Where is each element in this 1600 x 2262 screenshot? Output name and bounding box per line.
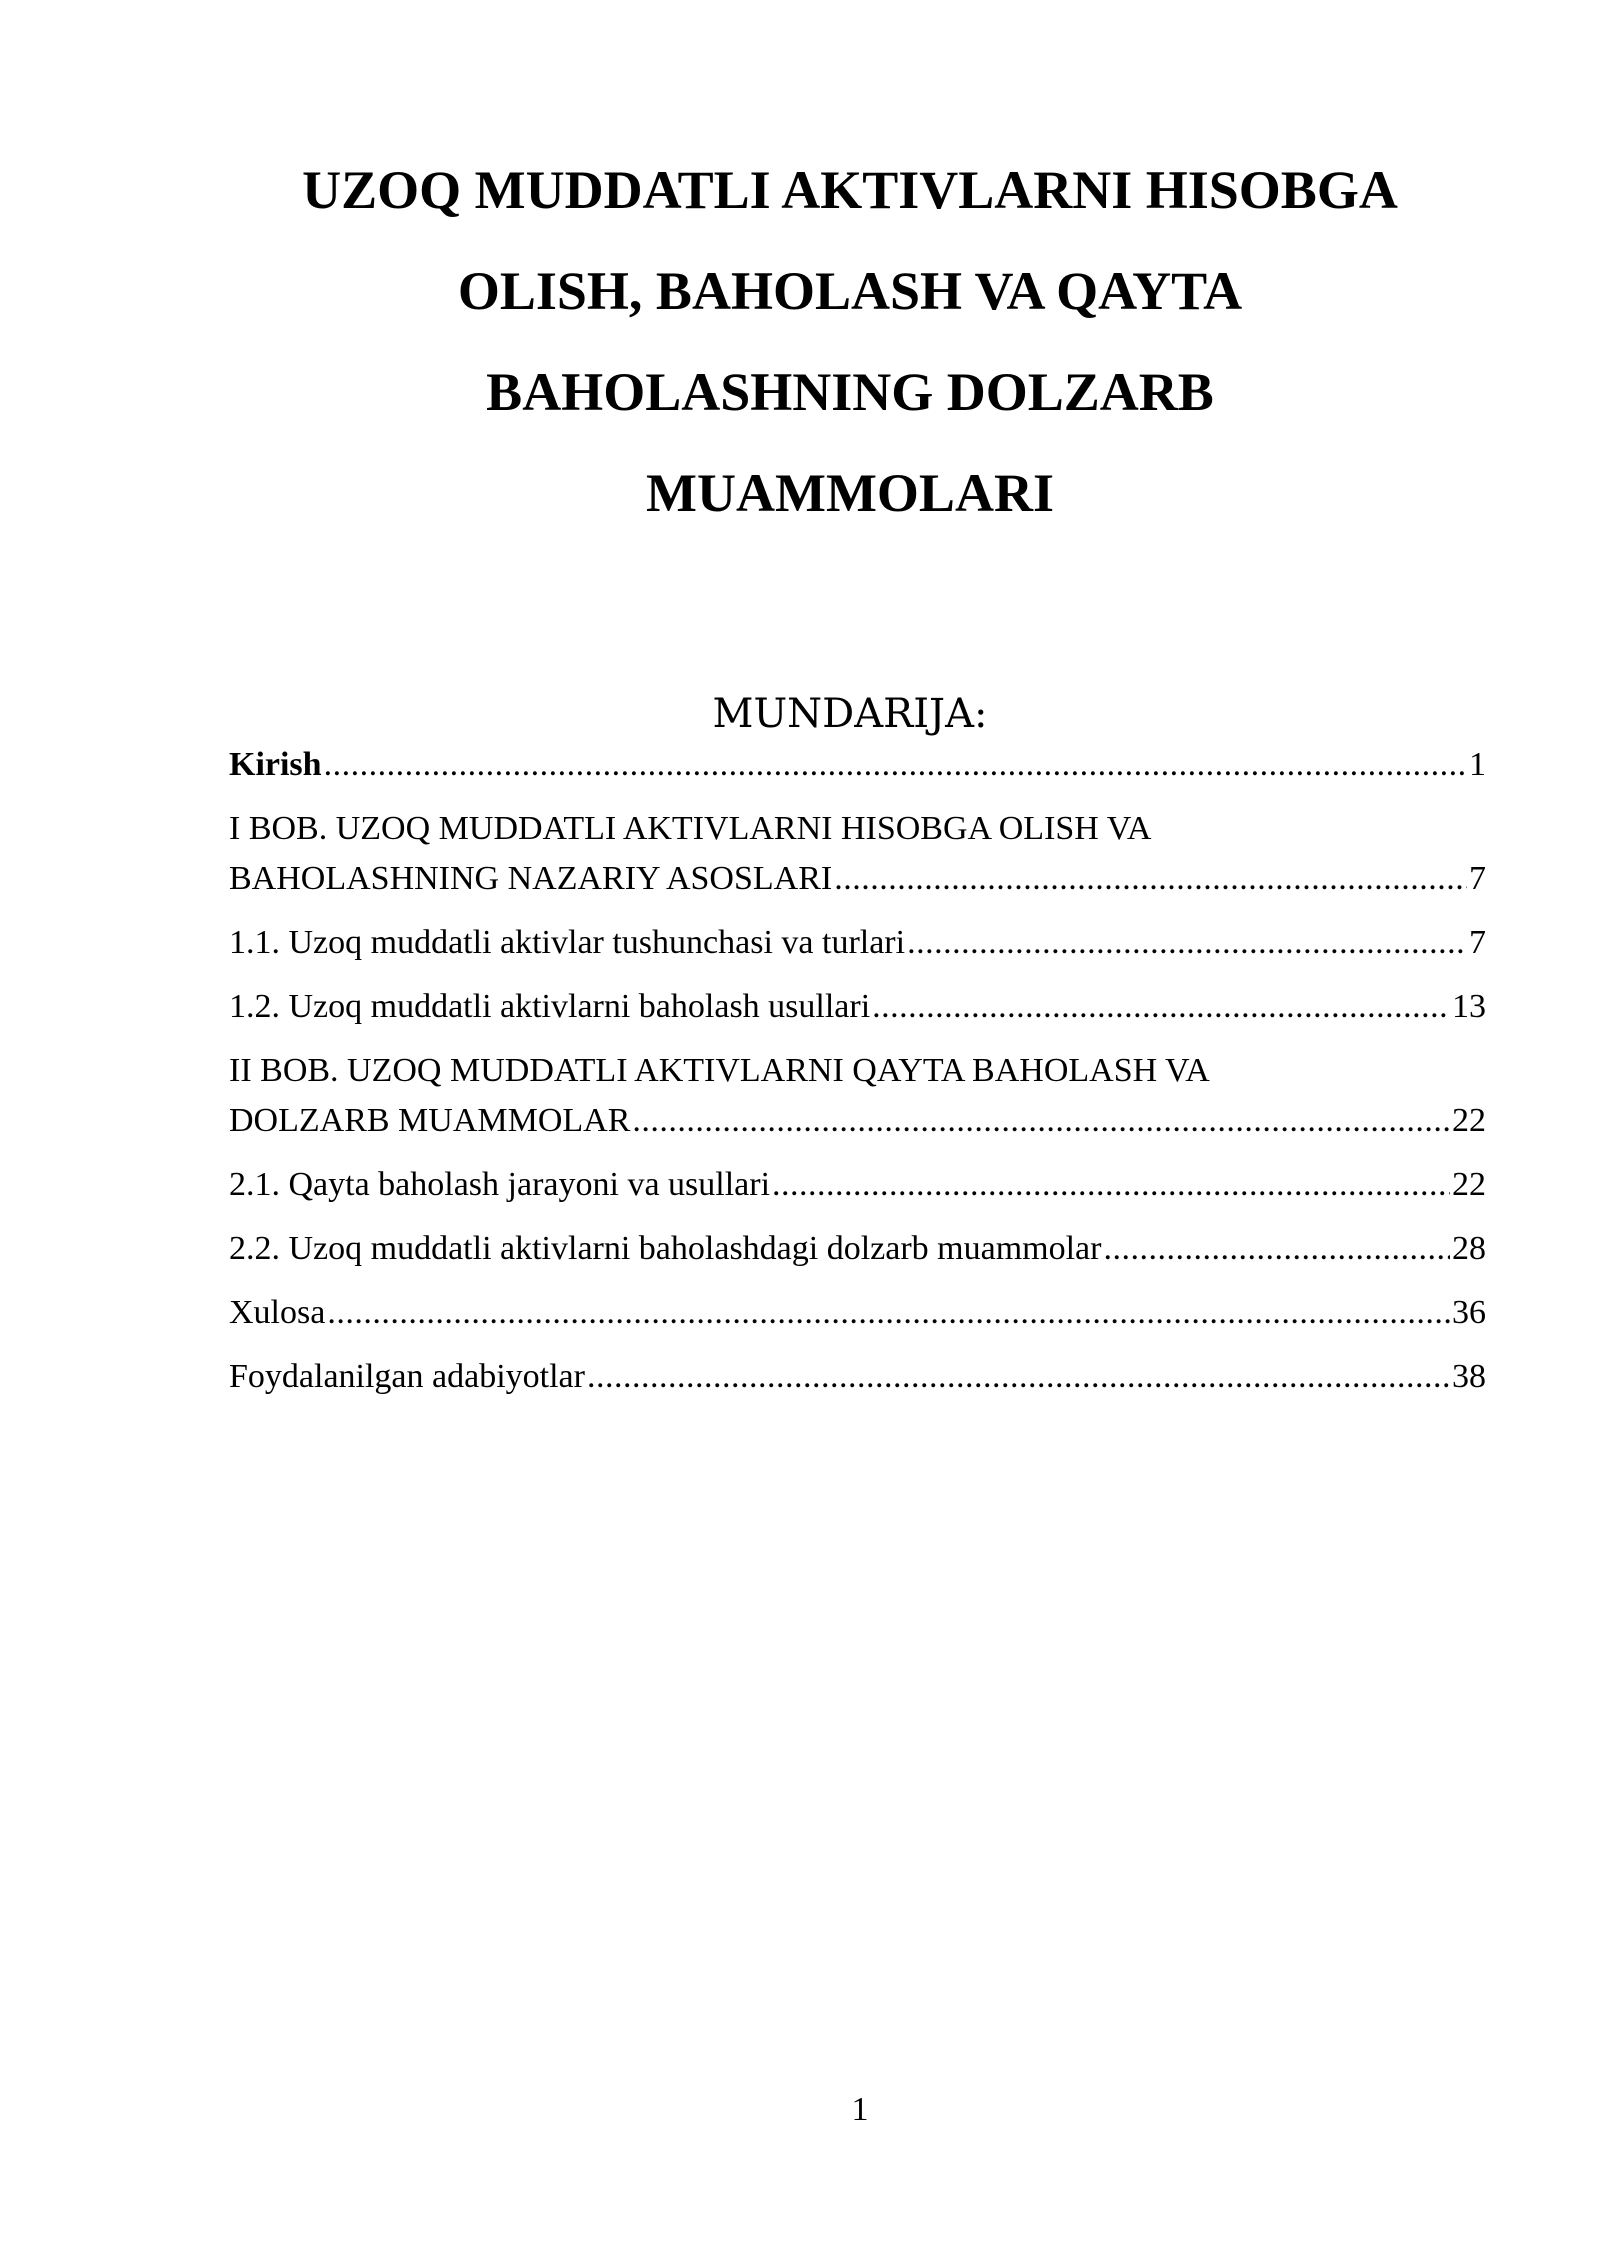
toc-entry-section-1-2[interactable] [229, 982, 1486, 1032]
toc-entry-references[interactable] [229, 1352, 1486, 1402]
title-line-1: UZOQ MUDDATLI AKTIVLARNI HISOBGA [302, 160, 1398, 220]
toc-dot-leader [834, 854, 1467, 904]
toc-entry-label: Xulosa [229, 1294, 326, 1331]
toc-entry-label: Foydalanilgan adabiyotlar [229, 1358, 585, 1395]
toc-entry-section-1-1[interactable] [229, 918, 1486, 968]
document-title [230, 140, 1470, 544]
toc-dot-leader [632, 1096, 1450, 1146]
toc-entry-page: 22 [1452, 1166, 1486, 1203]
toc-entry-chapter-2[interactable] [229, 1046, 1486, 1146]
toc-entry-page: 36 [1452, 1294, 1486, 1331]
toc-entry-label: 1.2. Uzoq muddatli aktivlarni baholash usullari [229, 988, 871, 1025]
toc-entry-page: 7 [1469, 860, 1486, 897]
title-line-3: BAHOLASHNING DOLZARB [486, 362, 1214, 422]
toc-entry-chapter-1[interactable] [229, 804, 1486, 904]
toc-dot-leader [587, 1352, 1450, 1402]
toc-entry-page: 7 [1469, 924, 1486, 961]
toc-entry-label-line-2: BAHOLASHNING NAZARIY ASOSLARI [229, 860, 833, 897]
toc-entry-label-line-1: II BOB. UZOQ MUDDATLI AKTIVLARNI QAYTA BAHOLASH VA [229, 1052, 1210, 1089]
toc-dot-leader [1103, 1224, 1450, 1274]
toc-dot-leader [324, 740, 1467, 790]
toc-entry-kirish[interactable] [229, 740, 1486, 790]
page-number: 1 [851, 2091, 869, 2128]
title-line-4: MUAMMOLARI [646, 463, 1054, 523]
toc-entry-label: 2.1. Qayta baholash jarayoni va usullari [229, 1166, 771, 1203]
toc-entry-label-line-1: I BOB. UZOQ MUDDATLI AKTIVLARNI HISOBGA OLISH VA [229, 810, 1152, 847]
toc-dot-leader [872, 982, 1450, 1032]
toc-entry-page: 1 [1469, 746, 1486, 783]
toc-entry-label-line-2: DOLZARB MUAMMOLAR [229, 1102, 631, 1139]
toc-entry-page: 28 [1452, 1230, 1486, 1267]
toc-dot-leader [327, 1288, 1450, 1338]
toc-entry-xulosa[interactable] [229, 1288, 1486, 1338]
toc-entry-label: Kirish [229, 746, 322, 783]
toc-entry-section-2-1[interactable] [229, 1160, 1486, 1210]
toc-entry-page: 38 [1452, 1358, 1486, 1395]
toc-entry-label: 1.1. Uzoq muddatli aktivlar tushunchasi va turlari [229, 924, 906, 961]
toc-entry-label: 2.2. Uzoq muddatli aktivlarni baholashdagi dolzarb muammolar [229, 1230, 1102, 1267]
toc-entry-page: 13 [1452, 988, 1486, 1025]
toc-entry-page: 22 [1452, 1102, 1486, 1139]
title-line-2: OLISH, BAHOLASH VA QAYTA [457, 261, 1243, 321]
toc-dot-leader [772, 1160, 1450, 1210]
table-of-contents [229, 740, 1486, 1416]
toc-heading: MUNDARIJA: [712, 691, 988, 737]
toc-dot-leader [907, 918, 1467, 968]
toc-entry-section-2-2[interactable] [229, 1224, 1486, 1274]
